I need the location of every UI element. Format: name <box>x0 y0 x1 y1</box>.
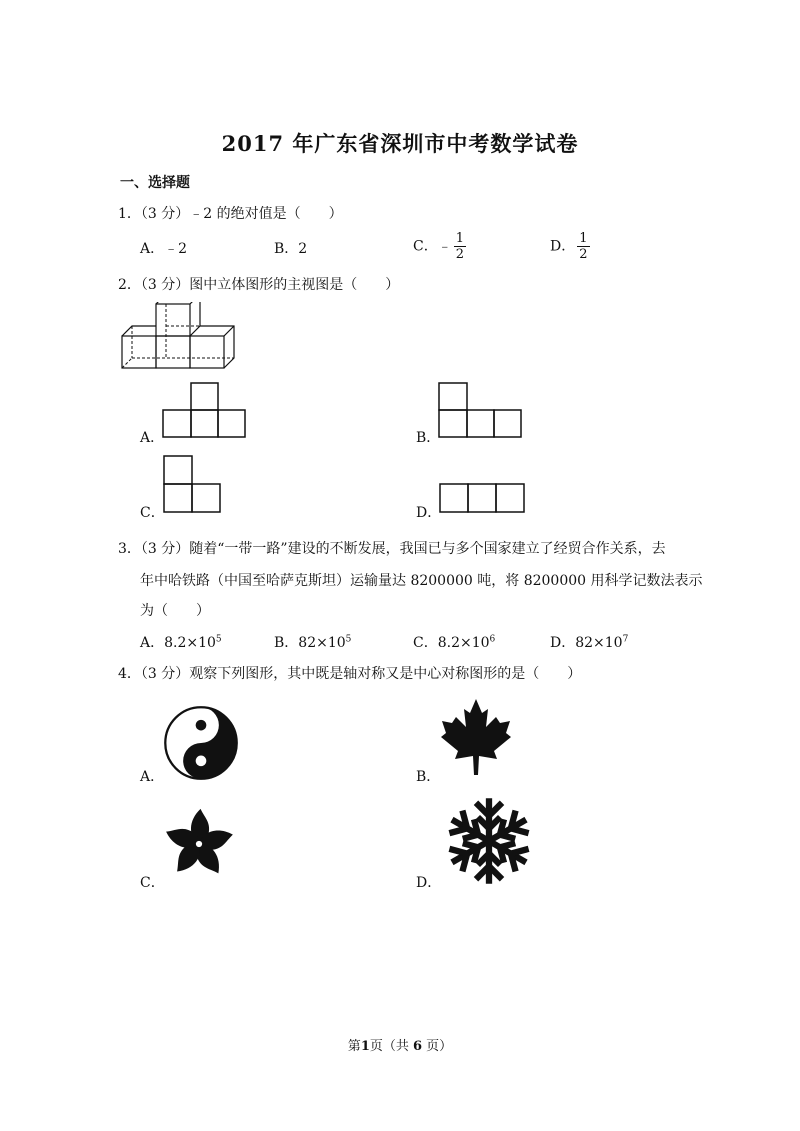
q2-option-c-label: C． <box>140 505 165 521</box>
q3-option-d-exponent: 7 <box>622 634 629 645</box>
q4-option-a-label: A． <box>140 769 165 785</box>
q1-option-d <box>550 231 590 262</box>
q1-option-d-label: D． <box>550 238 576 255</box>
fraction-denominator: 2 <box>455 247 464 262</box>
q2-option-a-figure <box>162 381 248 439</box>
q1-option-c-label: C．﹣ <box>413 238 452 255</box>
q2-option-b-figure <box>437 381 525 439</box>
q3-option-d-base: D．82×10 <box>550 635 623 651</box>
q4-option-c-label: C． <box>140 875 165 891</box>
question-3-line-3: 为（ ） <box>140 603 210 619</box>
fraction-denominator: 2 <box>579 247 588 262</box>
q1-option-c <box>413 231 466 262</box>
q2-option-a-label: A． <box>140 430 165 446</box>
maple-leaf-icon <box>440 697 512 777</box>
question-2-text: 2．（3 分）图中立体图形的主视图是（ ） <box>118 277 400 293</box>
question-1-text: 1．（3 分）﹣2 的绝对值是（ ） <box>118 206 343 222</box>
q2-option-d-label: D． <box>416 505 442 521</box>
q4-option-d-label: D． <box>416 875 442 891</box>
yin-yang-icon <box>163 705 239 781</box>
footer-mid: 页（共 <box>369 1039 413 1054</box>
q3-option-c <box>413 632 495 652</box>
q3-option-a-exponent: 5 <box>215 634 222 645</box>
bauhinia-flower-icon <box>160 805 238 883</box>
question-4-text: 4．（3 分）观察下列图形，其中既是轴对称又是中心对称图形的是（ ） <box>118 666 582 682</box>
snowflake-icon <box>444 796 534 886</box>
q1-option-d-fraction <box>577 231 589 262</box>
solid-figure-image <box>118 302 238 374</box>
section-heading: 一、选择题 <box>120 175 190 191</box>
footer-total-pages: 6 <box>413 1039 423 1054</box>
q3-option-a <box>140 632 222 652</box>
page-footer <box>0 1035 800 1054</box>
q4-option-b-label: B． <box>416 769 441 785</box>
q1-option-b: B．2 <box>274 241 308 257</box>
q1-option-c-fraction <box>454 231 466 262</box>
footer-prefix: 第 <box>347 1039 361 1054</box>
footer-suffix: 页） <box>422 1039 453 1054</box>
q3-option-a-base: A．8.2×10 <box>140 635 216 651</box>
q1-option-a: A．﹣2 <box>140 241 188 257</box>
page-title: 2017 年广东省深圳市中考数学试卷 <box>221 131 579 156</box>
q3-option-b-exponent: 5 <box>345 634 352 645</box>
q2-option-c-figure <box>162 453 224 515</box>
q3-option-b <box>274 632 351 652</box>
question-3-line-1: 3．（3 分）随着“一带一路”建设的不断发展，我国已与多个国家建立了经贸合作关系，去 <box>118 541 666 557</box>
question-3-line-2: 年中哈铁路（中国至哈萨克斯坦）运输量达 8200000 吨，将 8200000 用科学记数法表示 <box>140 573 703 589</box>
q2-option-d-figure <box>438 481 528 515</box>
q2-option-b-label: B． <box>416 430 441 446</box>
q3-option-c-base: C．8.2×10 <box>413 635 490 651</box>
fraction-numerator: 1 <box>579 231 588 246</box>
q3-option-c-exponent: 6 <box>489 634 496 645</box>
q3-option-b-base: B．82×10 <box>274 635 346 651</box>
fraction-numerator: 1 <box>455 231 464 246</box>
q3-option-d <box>550 632 628 652</box>
footer-page-number: 1 <box>360 1039 370 1054</box>
